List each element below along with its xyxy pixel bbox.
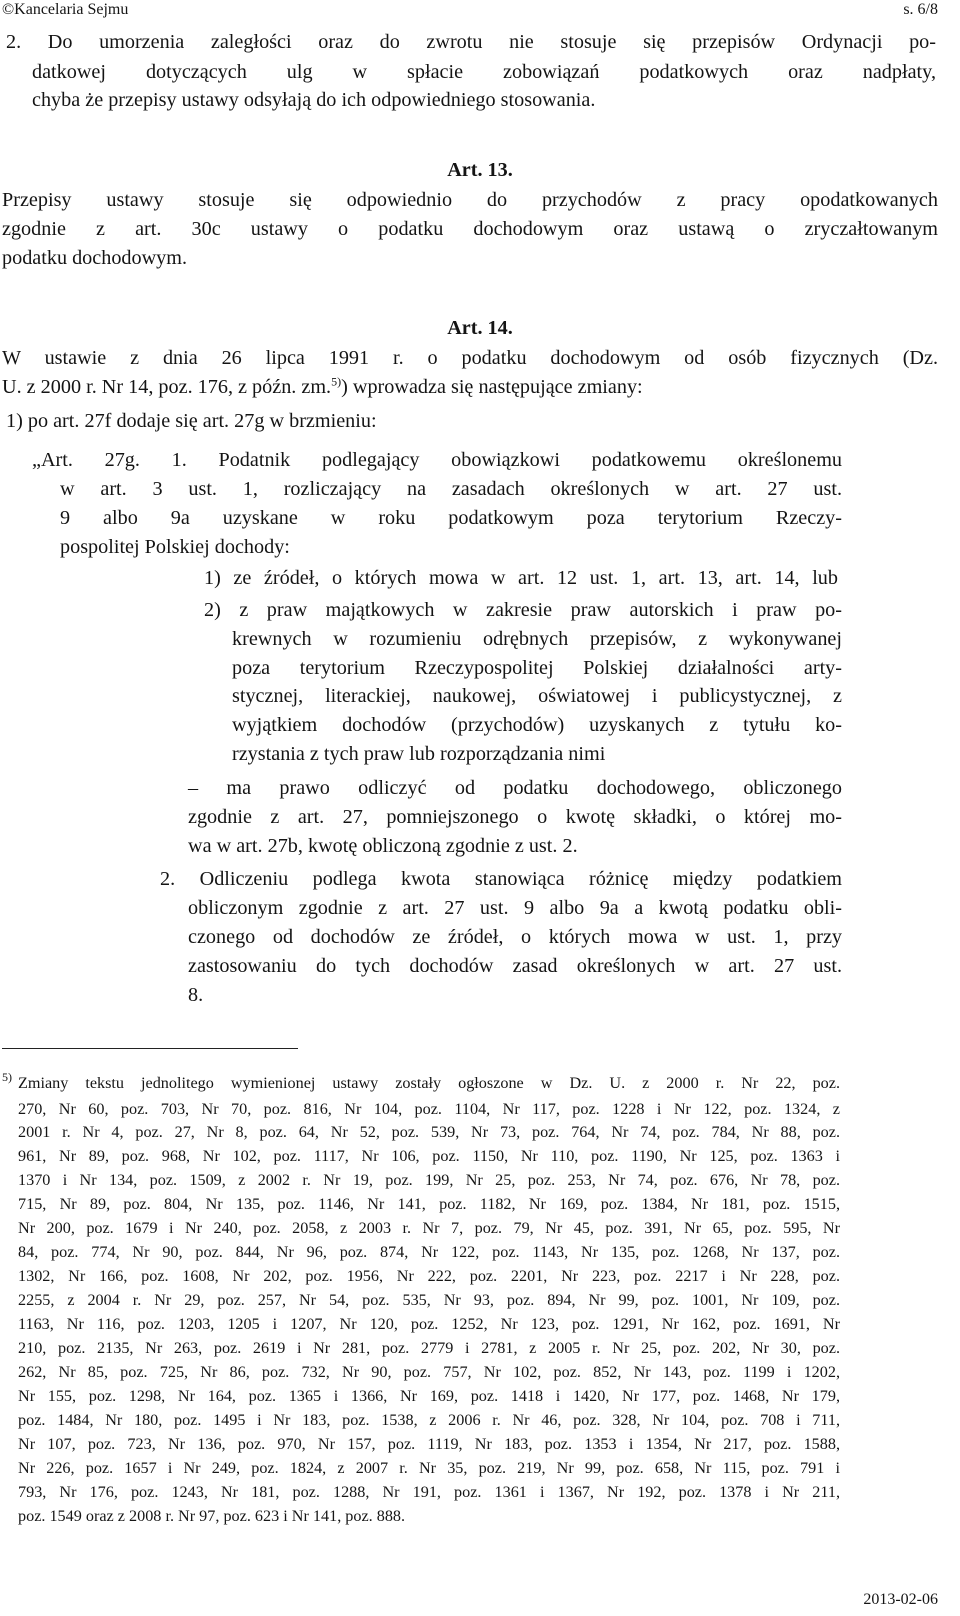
paragraph-line: wa w art. 27b, kwotę obliczoną zgodnie z ust. 2. [188, 835, 578, 857]
paragraph-line: W ustawie z dnia 26 lipca 1991 r. o podatku dochodowym od osób fizycznych (Dz. [2, 347, 938, 369]
paragraph-line: wyjątkiem dochodów (przychodów) uzyskanych z tytułu ko- [232, 714, 842, 736]
footnote-line: 1370 i Nr 134, poz. 1509, z 2002 r. Nr 19, poz. 199, Nr 25, poz. 253, Nr 74, poz. 676, Nr 78, poz. [18, 1171, 840, 1189]
document-date: 2013-02-06 [863, 1591, 938, 1608]
paragraph-line: krewnych w rozumieniu odrębnych przepisów, z wykonywanej [232, 628, 842, 650]
footnote-reference: 5) [331, 374, 342, 389]
paragraph-line: stycznej, literackiej, naukowej, oświatowej i publicystycznej, z [232, 685, 842, 707]
footnote-line: 715, Nr 89, poz. 804, Nr 135, poz. 1146, Nr 141, poz. 1182, Nr 169, poz. 1384, Nr 181, poz. 1515, [18, 1195, 840, 1213]
header-page-number: s. 6/8 [903, 1, 938, 18]
footnote-line: 793, Nr 176, poz. 1243, Nr 181, poz. 1288, Nr 191, poz. 1361 i 1367, Nr 192, poz. 1378 i Nr 211, [18, 1483, 840, 1501]
footnote-line: 262, Nr 85, poz. 725, Nr 86, poz. 732, Nr 90, poz. 757, Nr 102, poz. 852, Nr 143, poz. 1199 i 1202, [18, 1363, 840, 1381]
paragraph-line: datkowej dotyczących ulg w spłacie zobowiązań podatkowych oraz nadpłaty, [32, 61, 936, 83]
footnote-separator [2, 1048, 298, 1049]
footnote-line: poz. 1549 oraz z 2008 r. Nr 97, poz. 623 i Nr 141, poz. 888. [18, 1507, 406, 1525]
paragraph-line: pospolitej Polskiej dochody: [60, 536, 290, 558]
paragraph-line: chyba że przepisy ustawy odsyłają do ich odpowiedniego stosowania. [32, 89, 596, 111]
paragraph-line: 8. [188, 984, 204, 1006]
paragraph-line: „Art. 27g. 1. Podatnik podlegający obowiązkowi podatkowemu określonemu [32, 449, 842, 471]
paragraph-line: Przepisy ustawy stosuje się odpowiednio do przychodów z pracy opodatkowanych [2, 189, 938, 211]
paragraph-line: – ma prawo odliczyć od podatku dochodowego, obliczonego [188, 777, 842, 799]
paragraph-line: zastosowaniu do tych dochodów zasad określonych w art. 27 ust. [188, 955, 842, 977]
footnote-line: Zmiany tekstu jednolitego wymienionej ustawy zostały ogłoszone w Dz. U. z 2000 r. Nr 22, poz. [18, 1074, 840, 1092]
paragraph-line: rzystania z tych praw lub rozporządzania nimi [232, 743, 606, 765]
paragraph-line: 2. Odliczeniu podlega kwota stanowiąca różnicę między podatkiem [160, 868, 842, 890]
list-item: 1) po art. 27f dodaje się art. 27g w brzmieniu: [6, 410, 377, 432]
footnote-line: 2255, z 2004 r. Nr 29, poz. 257, Nr 54, poz. 535, Nr 93, poz. 894, Nr 99, poz. 1001, Nr 109, poz. [18, 1291, 840, 1309]
footnote-line: 2001 r. Nr 4, poz. 27, Nr 8, poz. 64, Nr 52, poz. 539, Nr 73, poz. 764, Nr 74, poz. 784, Nr 88, poz. [18, 1123, 840, 1141]
paragraph-line: 9 albo 9a uzyskane w roku podatkowym poza terytorium Rzeczy- [60, 507, 842, 529]
paragraph-line: podatku dochodowym. [2, 247, 188, 269]
article-heading: Art. 14. [447, 317, 513, 339]
footnote-line: 270, Nr 60, poz. 703, Nr 70, poz. 816, Nr 104, poz. 1104, Nr 117, poz. 1228 i Nr 122, poz. 1324, z [18, 1100, 840, 1118]
paragraph-line: zgodnie z art. 30c ustawy o podatku dochodowym oraz ustawą o zryczałtowanym [2, 218, 938, 240]
paragraph-line: obliczonym zgodnie z art. 27 ust. 9 albo 9a a kwotą podatku obli- [188, 897, 842, 919]
paragraph-line [2, 374, 643, 398]
footnote-line: 210, poz. 2135, Nr 263, poz. 2619 i Nr 281, poz. 2779 i 2781, z 2005 r. Nr 25, poz. 202, Nr 30, poz. [18, 1339, 840, 1357]
footnote-line: 84, poz. 774, Nr 90, poz. 844, Nr 96, poz. 874, Nr 122, poz. 1143, Nr 135, poz. 1268, Nr 137, poz. [18, 1243, 840, 1261]
footnote-line: 961, Nr 89, poz. 968, Nr 102, poz. 1117, Nr 106, poz. 1150, Nr 110, poz. 1190, Nr 125, poz. 1363 i [18, 1147, 840, 1165]
footnote-line: 1302, Nr 166, poz. 1608, Nr 202, poz. 1956, Nr 222, poz. 2201, Nr 223, poz. 2217 i Nr 228, poz. [18, 1267, 840, 1285]
article-heading: Art. 13. [447, 159, 513, 181]
list-item: 2) z praw majątkowych w zakresie praw autorskich i praw po- [204, 599, 842, 621]
paragraph-text: U. z 2000 r. Nr 14, poz. 176, z późn. zm. [2, 376, 332, 398]
paragraph-line: zgodnie z art. 27, pomniejszonego o kwotę składki, o której mo- [188, 806, 842, 828]
footnote-line: poz. 1484, Nr 180, poz. 1495 i Nr 183, poz. 1538, z 2006 r. Nr 46, poz. 328, Nr 104, poz. 708 i 711, [18, 1411, 840, 1429]
paragraph-line: poza terytorium Rzeczypospolitej Polskiej działalności arty- [232, 657, 842, 679]
footnote-line: Nr 155, poz. 1298, Nr 164, poz. 1365 i 1366, Nr 169, poz. 1418 i 1420, Nr 177, poz. 1468, Nr 179, [18, 1387, 840, 1405]
paragraph-line: 2. Do umorzenia zaległości oraz do zwrotu nie stosuje się przepisów Ordynacji po- [6, 31, 936, 53]
header-source: ©Kancelaria Sejmu [2, 1, 129, 18]
footnote-line: Nr 200, poz. 1679 i Nr 240, poz. 2058, z 2003 r. Nr 7, poz. 79, Nr 45, poz. 391, Nr 65, poz. 595, Nr [18, 1219, 840, 1237]
footnote-line: Nr 226, poz. 1657 i Nr 249, poz. 1824, z 2007 r. Nr 35, poz. 219, Nr 99, poz. 658, Nr 115, poz. 791 i [18, 1459, 840, 1477]
paragraph-line: czonego od dochodów ze źródeł, o których mowa w ust. 1, przy [188, 926, 842, 948]
footnote-line: 1163, Nr 116, poz. 1203, 1205 i 1207, Nr 120, poz. 1252, Nr 123, poz. 1291, Nr 162, poz. 1691, Nr [18, 1315, 840, 1333]
paragraph-line: w art. 3 ust. 1, rozliczający na zasadach określonych w art. 27 ust. [60, 478, 842, 500]
footnote-line: Nr 107, poz. 723, Nr 136, poz. 970, Nr 157, poz. 1119, Nr 183, poz. 1353 i 1354, Nr 217, poz. 1588, [18, 1435, 840, 1453]
paragraph-text: ) wprowadza się następujące zmiany: [341, 376, 643, 398]
footnote-marker: 5) [2, 1070, 12, 1084]
list-item: 1) ze źródeł, o których mowa w art. 12 ust. 1, art. 13, art. 14, lub [204, 567, 838, 589]
